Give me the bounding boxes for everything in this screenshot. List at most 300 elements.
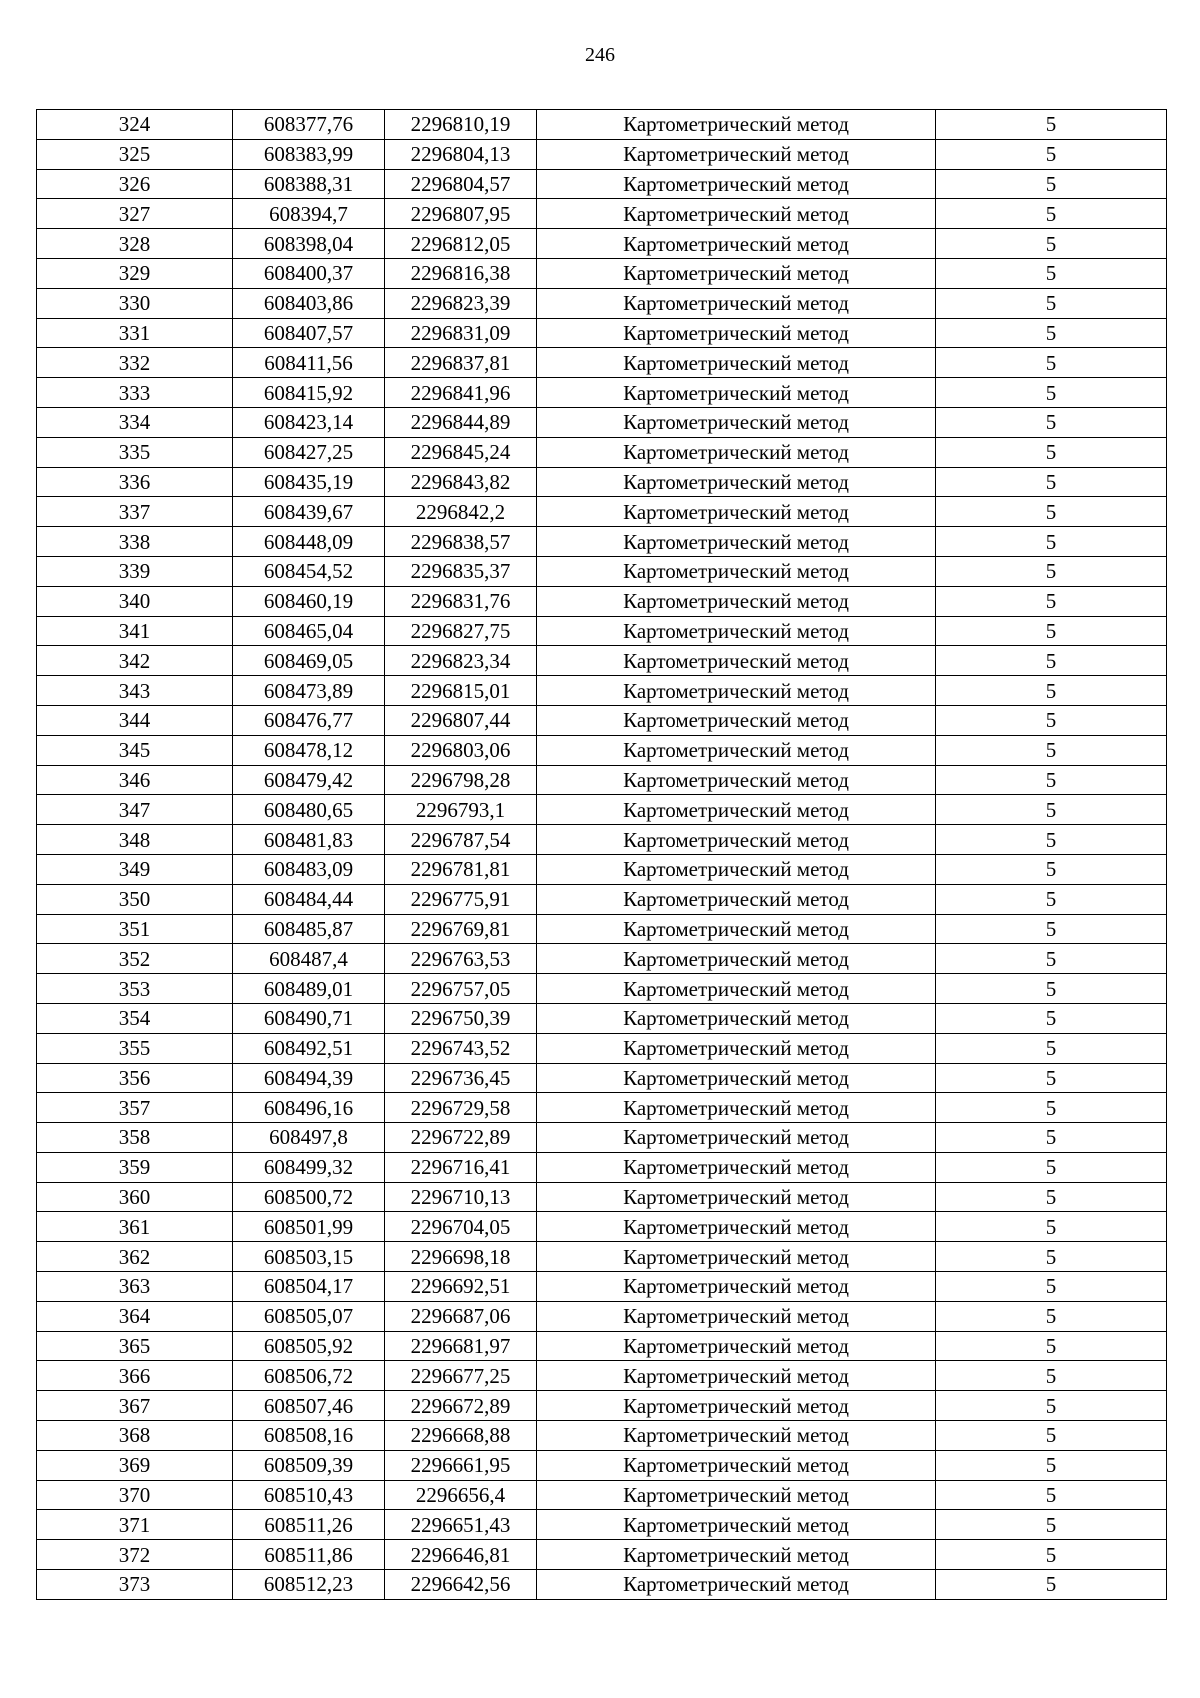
accuracy-cell: 5 bbox=[936, 586, 1167, 616]
x-coordinate-cell: 608504,17 bbox=[233, 1272, 385, 1302]
y-coordinate-cell: 2296841,96 bbox=[385, 378, 537, 408]
table-row bbox=[37, 586, 1167, 616]
point-number-cell: 349 bbox=[37, 854, 233, 884]
x-coordinate-cell: 608480,65 bbox=[233, 795, 385, 825]
table-row bbox=[37, 556, 1167, 586]
x-coordinate-cell: 608388,31 bbox=[233, 169, 385, 199]
point-number-cell: 357 bbox=[37, 1093, 233, 1123]
accuracy-cell: 5 bbox=[936, 1450, 1167, 1480]
x-coordinate-cell: 608497,8 bbox=[233, 1123, 385, 1153]
coordinates-table-body bbox=[37, 110, 1167, 1600]
method-cell: Картометрический метод bbox=[537, 825, 936, 855]
y-coordinate-cell: 2296736,45 bbox=[385, 1063, 537, 1093]
method-cell: Картометрический метод bbox=[537, 139, 936, 169]
point-number-cell: 359 bbox=[37, 1152, 233, 1182]
accuracy-cell: 5 bbox=[936, 407, 1167, 437]
method-cell: Картометрический метод bbox=[537, 735, 936, 765]
accuracy-cell: 5 bbox=[936, 765, 1167, 795]
table-row bbox=[37, 110, 1167, 140]
point-number-cell: 326 bbox=[37, 169, 233, 199]
table-row bbox=[37, 1242, 1167, 1272]
accuracy-cell: 5 bbox=[936, 1391, 1167, 1421]
y-coordinate-cell: 2296807,95 bbox=[385, 199, 537, 229]
point-number-cell: 366 bbox=[37, 1361, 233, 1391]
point-number-cell: 361 bbox=[37, 1212, 233, 1242]
table-row bbox=[37, 437, 1167, 467]
y-coordinate-cell: 2296661,95 bbox=[385, 1450, 537, 1480]
y-coordinate-cell: 2296803,06 bbox=[385, 735, 537, 765]
point-number-cell: 346 bbox=[37, 765, 233, 795]
x-coordinate-cell: 608479,42 bbox=[233, 765, 385, 795]
y-coordinate-cell: 2296651,43 bbox=[385, 1510, 537, 1540]
accuracy-cell: 5 bbox=[936, 110, 1167, 140]
table-row bbox=[37, 139, 1167, 169]
point-number-cell: 343 bbox=[37, 676, 233, 706]
point-number-cell: 360 bbox=[37, 1182, 233, 1212]
point-number-cell: 356 bbox=[37, 1063, 233, 1093]
x-coordinate-cell: 608506,72 bbox=[233, 1361, 385, 1391]
method-cell: Картометрический метод bbox=[537, 1301, 936, 1331]
point-number-cell: 369 bbox=[37, 1450, 233, 1480]
x-coordinate-cell: 608484,44 bbox=[233, 884, 385, 914]
method-cell: Картометрический метод bbox=[537, 1540, 936, 1570]
y-coordinate-cell: 2296775,91 bbox=[385, 884, 537, 914]
table-row bbox=[37, 1361, 1167, 1391]
y-coordinate-cell: 2296798,28 bbox=[385, 765, 537, 795]
point-number-cell: 345 bbox=[37, 735, 233, 765]
accuracy-cell: 5 bbox=[936, 497, 1167, 527]
point-number-cell: 331 bbox=[37, 318, 233, 348]
table-row bbox=[37, 1510, 1167, 1540]
x-coordinate-cell: 608403,86 bbox=[233, 288, 385, 318]
table-row bbox=[37, 199, 1167, 229]
y-coordinate-cell: 2296787,54 bbox=[385, 825, 537, 855]
table-row bbox=[37, 825, 1167, 855]
y-coordinate-cell: 2296831,76 bbox=[385, 586, 537, 616]
table-row bbox=[37, 1301, 1167, 1331]
x-coordinate-cell: 608465,04 bbox=[233, 616, 385, 646]
accuracy-cell: 5 bbox=[936, 1272, 1167, 1302]
y-coordinate-cell: 2296838,57 bbox=[385, 527, 537, 557]
method-cell: Картометрический метод bbox=[537, 318, 936, 348]
accuracy-cell: 5 bbox=[936, 169, 1167, 199]
method-cell: Картометрический метод bbox=[537, 1450, 936, 1480]
point-number-cell: 365 bbox=[37, 1331, 233, 1361]
x-coordinate-cell: 608473,89 bbox=[233, 676, 385, 706]
point-number-cell: 351 bbox=[37, 914, 233, 944]
point-number-cell: 372 bbox=[37, 1540, 233, 1570]
x-coordinate-cell: 608394,7 bbox=[233, 199, 385, 229]
accuracy-cell: 5 bbox=[936, 1331, 1167, 1361]
y-coordinate-cell: 2296672,89 bbox=[385, 1391, 537, 1421]
accuracy-cell: 5 bbox=[936, 1540, 1167, 1570]
method-cell: Картометрический метод bbox=[537, 407, 936, 437]
table-row bbox=[37, 1570, 1167, 1600]
y-coordinate-cell: 2296812,05 bbox=[385, 229, 537, 259]
table-row bbox=[37, 616, 1167, 646]
method-cell: Картометрический метод bbox=[537, 1123, 936, 1153]
accuracy-cell: 5 bbox=[936, 1003, 1167, 1033]
table-row bbox=[37, 705, 1167, 735]
table-row bbox=[37, 1391, 1167, 1421]
y-coordinate-cell: 2296750,39 bbox=[385, 1003, 537, 1033]
accuracy-cell: 5 bbox=[936, 944, 1167, 974]
method-cell: Картометрический метод bbox=[537, 199, 936, 229]
x-coordinate-cell: 608407,57 bbox=[233, 318, 385, 348]
method-cell: Картометрический метод bbox=[537, 1480, 936, 1510]
table-row bbox=[37, 765, 1167, 795]
accuracy-cell: 5 bbox=[936, 1480, 1167, 1510]
method-cell: Картометрический метод bbox=[537, 556, 936, 586]
y-coordinate-cell: 2296687,06 bbox=[385, 1301, 537, 1331]
method-cell: Картометрический метод bbox=[537, 765, 936, 795]
accuracy-cell: 5 bbox=[936, 258, 1167, 288]
x-coordinate-cell: 608460,19 bbox=[233, 586, 385, 616]
x-coordinate-cell: 608496,16 bbox=[233, 1093, 385, 1123]
point-number-cell: 352 bbox=[37, 944, 233, 974]
x-coordinate-cell: 608489,01 bbox=[233, 974, 385, 1004]
point-number-cell: 324 bbox=[37, 110, 233, 140]
accuracy-cell: 5 bbox=[936, 616, 1167, 646]
point-number-cell: 342 bbox=[37, 646, 233, 676]
point-number-cell: 370 bbox=[37, 1480, 233, 1510]
point-number-cell: 350 bbox=[37, 884, 233, 914]
x-coordinate-cell: 608423,14 bbox=[233, 407, 385, 437]
accuracy-cell: 5 bbox=[936, 825, 1167, 855]
accuracy-cell: 5 bbox=[936, 1570, 1167, 1600]
table-row bbox=[37, 348, 1167, 378]
point-number-cell: 337 bbox=[37, 497, 233, 527]
table-row bbox=[37, 1033, 1167, 1063]
y-coordinate-cell: 2296781,81 bbox=[385, 854, 537, 884]
table-row bbox=[37, 378, 1167, 408]
accuracy-cell: 5 bbox=[936, 705, 1167, 735]
x-coordinate-cell: 608510,43 bbox=[233, 1480, 385, 1510]
table-row bbox=[37, 288, 1167, 318]
table-row bbox=[37, 974, 1167, 1004]
y-coordinate-cell: 2296844,89 bbox=[385, 407, 537, 437]
page-number: 246 bbox=[585, 44, 615, 66]
y-coordinate-cell: 2296698,18 bbox=[385, 1242, 537, 1272]
point-number-cell: 358 bbox=[37, 1123, 233, 1153]
point-number-cell: 339 bbox=[37, 556, 233, 586]
table-row bbox=[37, 646, 1167, 676]
table-row bbox=[37, 1272, 1167, 1302]
accuracy-cell: 5 bbox=[936, 1301, 1167, 1331]
accuracy-cell: 5 bbox=[936, 437, 1167, 467]
method-cell: Картометрический метод bbox=[537, 169, 936, 199]
table-row bbox=[37, 318, 1167, 348]
accuracy-cell: 5 bbox=[936, 1033, 1167, 1063]
accuracy-cell: 5 bbox=[936, 1063, 1167, 1093]
y-coordinate-cell: 2296743,52 bbox=[385, 1033, 537, 1063]
x-coordinate-cell: 608377,76 bbox=[233, 110, 385, 140]
method-cell: Картометрический метод bbox=[537, 467, 936, 497]
accuracy-cell: 5 bbox=[936, 348, 1167, 378]
method-cell: Картометрический метод bbox=[537, 1242, 936, 1272]
accuracy-cell: 5 bbox=[936, 884, 1167, 914]
method-cell: Картометрический метод bbox=[537, 646, 936, 676]
accuracy-cell: 5 bbox=[936, 1510, 1167, 1540]
point-number-cell: 340 bbox=[37, 586, 233, 616]
point-number-cell: 348 bbox=[37, 825, 233, 855]
method-cell: Картометрический метод bbox=[537, 676, 936, 706]
accuracy-cell: 5 bbox=[936, 556, 1167, 586]
method-cell: Картометрический метод bbox=[537, 586, 936, 616]
point-number-cell: 363 bbox=[37, 1272, 233, 1302]
y-coordinate-cell: 2296722,89 bbox=[385, 1123, 537, 1153]
method-cell: Картометрический метод bbox=[537, 288, 936, 318]
method-cell: Картометрический метод bbox=[537, 229, 936, 259]
method-cell: Картометрический метод bbox=[537, 348, 936, 378]
y-coordinate-cell: 2296668,88 bbox=[385, 1421, 537, 1451]
accuracy-cell: 5 bbox=[936, 646, 1167, 676]
method-cell: Картометрический метод bbox=[537, 378, 936, 408]
y-coordinate-cell: 2296804,57 bbox=[385, 169, 537, 199]
method-cell: Картометрический метод bbox=[537, 1212, 936, 1242]
point-number-cell: 330 bbox=[37, 288, 233, 318]
x-coordinate-cell: 608476,77 bbox=[233, 705, 385, 735]
accuracy-cell: 5 bbox=[936, 676, 1167, 706]
y-coordinate-cell: 2296816,38 bbox=[385, 258, 537, 288]
point-number-cell: 362 bbox=[37, 1242, 233, 1272]
accuracy-cell: 5 bbox=[936, 467, 1167, 497]
method-cell: Картометрический метод bbox=[537, 854, 936, 884]
method-cell: Картометрический метод bbox=[537, 1182, 936, 1212]
table-row bbox=[37, 1152, 1167, 1182]
table-row bbox=[37, 1123, 1167, 1153]
table-row bbox=[37, 497, 1167, 527]
y-coordinate-cell: 2296807,44 bbox=[385, 705, 537, 735]
x-coordinate-cell: 608415,92 bbox=[233, 378, 385, 408]
accuracy-cell: 5 bbox=[936, 1123, 1167, 1153]
method-cell: Картометрический метод bbox=[537, 705, 936, 735]
method-cell: Картометрический метод bbox=[537, 527, 936, 557]
x-coordinate-cell: 608500,72 bbox=[233, 1182, 385, 1212]
table-row bbox=[37, 1480, 1167, 1510]
y-coordinate-cell: 2296646,81 bbox=[385, 1540, 537, 1570]
x-coordinate-cell: 608501,99 bbox=[233, 1212, 385, 1242]
y-coordinate-cell: 2296757,05 bbox=[385, 974, 537, 1004]
method-cell: Картометрический метод bbox=[537, 110, 936, 140]
y-coordinate-cell: 2296823,39 bbox=[385, 288, 537, 318]
x-coordinate-cell: 608503,15 bbox=[233, 1242, 385, 1272]
method-cell: Картометрический метод bbox=[537, 795, 936, 825]
x-coordinate-cell: 608427,25 bbox=[233, 437, 385, 467]
point-number-cell: 347 bbox=[37, 795, 233, 825]
table-row bbox=[37, 1063, 1167, 1093]
accuracy-cell: 5 bbox=[936, 1152, 1167, 1182]
y-coordinate-cell: 2296835,37 bbox=[385, 556, 537, 586]
method-cell: Картометрический метод bbox=[537, 914, 936, 944]
x-coordinate-cell: 608411,56 bbox=[233, 348, 385, 378]
method-cell: Картометрический метод bbox=[537, 1331, 936, 1361]
table-row bbox=[37, 1093, 1167, 1123]
accuracy-cell: 5 bbox=[936, 1421, 1167, 1451]
point-number-cell: 371 bbox=[37, 1510, 233, 1540]
accuracy-cell: 5 bbox=[936, 1212, 1167, 1242]
x-coordinate-cell: 608454,52 bbox=[233, 556, 385, 586]
x-coordinate-cell: 608448,09 bbox=[233, 527, 385, 557]
y-coordinate-cell: 2296763,53 bbox=[385, 944, 537, 974]
table-row bbox=[37, 527, 1167, 557]
accuracy-cell: 5 bbox=[936, 735, 1167, 765]
table-row bbox=[37, 1003, 1167, 1033]
y-coordinate-cell: 2296843,82 bbox=[385, 467, 537, 497]
y-coordinate-cell: 2296793,1 bbox=[385, 795, 537, 825]
point-number-cell: 355 bbox=[37, 1033, 233, 1063]
point-number-cell: 368 bbox=[37, 1421, 233, 1451]
y-coordinate-cell: 2296804,13 bbox=[385, 139, 537, 169]
point-number-cell: 364 bbox=[37, 1301, 233, 1331]
x-coordinate-cell: 608400,37 bbox=[233, 258, 385, 288]
table-row bbox=[37, 407, 1167, 437]
table-row bbox=[37, 169, 1167, 199]
point-number-cell: 328 bbox=[37, 229, 233, 259]
point-number-cell: 327 bbox=[37, 199, 233, 229]
x-coordinate-cell: 608481,83 bbox=[233, 825, 385, 855]
method-cell: Картометрический метод bbox=[537, 944, 936, 974]
point-number-cell: 338 bbox=[37, 527, 233, 557]
y-coordinate-cell: 2296842,2 bbox=[385, 497, 537, 527]
x-coordinate-cell: 608439,67 bbox=[233, 497, 385, 527]
table-row bbox=[37, 1450, 1167, 1480]
accuracy-cell: 5 bbox=[936, 229, 1167, 259]
y-coordinate-cell: 2296710,13 bbox=[385, 1182, 537, 1212]
accuracy-cell: 5 bbox=[936, 199, 1167, 229]
x-coordinate-cell: 608478,12 bbox=[233, 735, 385, 765]
x-coordinate-cell: 608499,32 bbox=[233, 1152, 385, 1182]
point-number-cell: 341 bbox=[37, 616, 233, 646]
x-coordinate-cell: 608512,23 bbox=[233, 1570, 385, 1600]
table-row bbox=[37, 467, 1167, 497]
accuracy-cell: 5 bbox=[936, 1242, 1167, 1272]
point-number-cell: 332 bbox=[37, 348, 233, 378]
point-number-cell: 367 bbox=[37, 1391, 233, 1421]
point-number-cell: 353 bbox=[37, 974, 233, 1004]
point-number-cell: 334 bbox=[37, 407, 233, 437]
method-cell: Картометрический метод bbox=[537, 1510, 936, 1540]
method-cell: Картометрический метод bbox=[537, 1003, 936, 1033]
point-number-cell: 336 bbox=[37, 467, 233, 497]
method-cell: Картометрический метод bbox=[537, 974, 936, 1004]
x-coordinate-cell: 608469,05 bbox=[233, 646, 385, 676]
method-cell: Картометрический метод bbox=[537, 1272, 936, 1302]
method-cell: Картометрический метод bbox=[537, 1421, 936, 1451]
y-coordinate-cell: 2296704,05 bbox=[385, 1212, 537, 1242]
point-number-cell: 329 bbox=[37, 258, 233, 288]
x-coordinate-cell: 608505,07 bbox=[233, 1301, 385, 1331]
accuracy-cell: 5 bbox=[936, 1182, 1167, 1212]
x-coordinate-cell: 608490,71 bbox=[233, 1003, 385, 1033]
table-row bbox=[37, 944, 1167, 974]
point-number-cell: 333 bbox=[37, 378, 233, 408]
table-row bbox=[37, 1212, 1167, 1242]
method-cell: Картометрический метод bbox=[537, 1570, 936, 1600]
method-cell: Картометрический метод bbox=[537, 1152, 936, 1182]
y-coordinate-cell: 2296831,09 bbox=[385, 318, 537, 348]
y-coordinate-cell: 2296837,81 bbox=[385, 348, 537, 378]
method-cell: Картометрический метод bbox=[537, 1033, 936, 1063]
y-coordinate-cell: 2296716,41 bbox=[385, 1152, 537, 1182]
method-cell: Картометрический метод bbox=[537, 1093, 936, 1123]
x-coordinate-cell: 608508,16 bbox=[233, 1421, 385, 1451]
x-coordinate-cell: 608507,46 bbox=[233, 1391, 385, 1421]
y-coordinate-cell: 2296729,58 bbox=[385, 1093, 537, 1123]
y-coordinate-cell: 2296810,19 bbox=[385, 110, 537, 140]
y-coordinate-cell: 2296823,34 bbox=[385, 646, 537, 676]
x-coordinate-cell: 608511,26 bbox=[233, 1510, 385, 1540]
accuracy-cell: 5 bbox=[936, 914, 1167, 944]
table-row bbox=[37, 914, 1167, 944]
table-row bbox=[37, 258, 1167, 288]
y-coordinate-cell: 2296642,56 bbox=[385, 1570, 537, 1600]
table-row bbox=[37, 854, 1167, 884]
x-coordinate-cell: 608492,51 bbox=[233, 1033, 385, 1063]
table-row bbox=[37, 1540, 1167, 1570]
table-row bbox=[37, 795, 1167, 825]
method-cell: Картометрический метод bbox=[537, 1361, 936, 1391]
table-row bbox=[37, 676, 1167, 706]
x-coordinate-cell: 608505,92 bbox=[233, 1331, 385, 1361]
table-row bbox=[37, 1331, 1167, 1361]
accuracy-cell: 5 bbox=[936, 378, 1167, 408]
accuracy-cell: 5 bbox=[936, 139, 1167, 169]
point-number-cell: 335 bbox=[37, 437, 233, 467]
y-coordinate-cell: 2296681,97 bbox=[385, 1331, 537, 1361]
table-row bbox=[37, 735, 1167, 765]
method-cell: Картометрический метод bbox=[537, 437, 936, 467]
table-row bbox=[37, 1182, 1167, 1212]
accuracy-cell: 5 bbox=[936, 527, 1167, 557]
table-row bbox=[37, 229, 1167, 259]
x-coordinate-cell: 608483,09 bbox=[233, 854, 385, 884]
x-coordinate-cell: 608485,87 bbox=[233, 914, 385, 944]
accuracy-cell: 5 bbox=[936, 288, 1167, 318]
y-coordinate-cell: 2296815,01 bbox=[385, 676, 537, 706]
method-cell: Картометрический метод bbox=[537, 616, 936, 646]
x-coordinate-cell: 608383,99 bbox=[233, 139, 385, 169]
x-coordinate-cell: 608487,4 bbox=[233, 944, 385, 974]
x-coordinate-cell: 608398,04 bbox=[233, 229, 385, 259]
accuracy-cell: 5 bbox=[936, 318, 1167, 348]
method-cell: Картометрический метод bbox=[537, 1063, 936, 1093]
y-coordinate-cell: 2296692,51 bbox=[385, 1272, 537, 1302]
x-coordinate-cell: 608494,39 bbox=[233, 1063, 385, 1093]
table-row bbox=[37, 884, 1167, 914]
method-cell: Картометрический метод bbox=[537, 884, 936, 914]
accuracy-cell: 5 bbox=[936, 854, 1167, 884]
point-number-cell: 344 bbox=[37, 705, 233, 735]
x-coordinate-cell: 608509,39 bbox=[233, 1450, 385, 1480]
x-coordinate-cell: 608435,19 bbox=[233, 467, 385, 497]
point-number-cell: 373 bbox=[37, 1570, 233, 1600]
y-coordinate-cell: 2296845,24 bbox=[385, 437, 537, 467]
accuracy-cell: 5 bbox=[936, 1093, 1167, 1123]
accuracy-cell: 5 bbox=[936, 974, 1167, 1004]
x-coordinate-cell: 608511,86 bbox=[233, 1540, 385, 1570]
accuracy-cell: 5 bbox=[936, 1361, 1167, 1391]
point-number-cell: 354 bbox=[37, 1003, 233, 1033]
y-coordinate-cell: 2296769,81 bbox=[385, 914, 537, 944]
method-cell: Картометрический метод bbox=[537, 258, 936, 288]
point-number-cell: 325 bbox=[37, 139, 233, 169]
accuracy-cell: 5 bbox=[936, 795, 1167, 825]
y-coordinate-cell: 2296677,25 bbox=[385, 1361, 537, 1391]
y-coordinate-cell: 2296656,4 bbox=[385, 1480, 537, 1510]
method-cell: Картометрический метод bbox=[537, 1391, 936, 1421]
method-cell: Картометрический метод bbox=[537, 497, 936, 527]
